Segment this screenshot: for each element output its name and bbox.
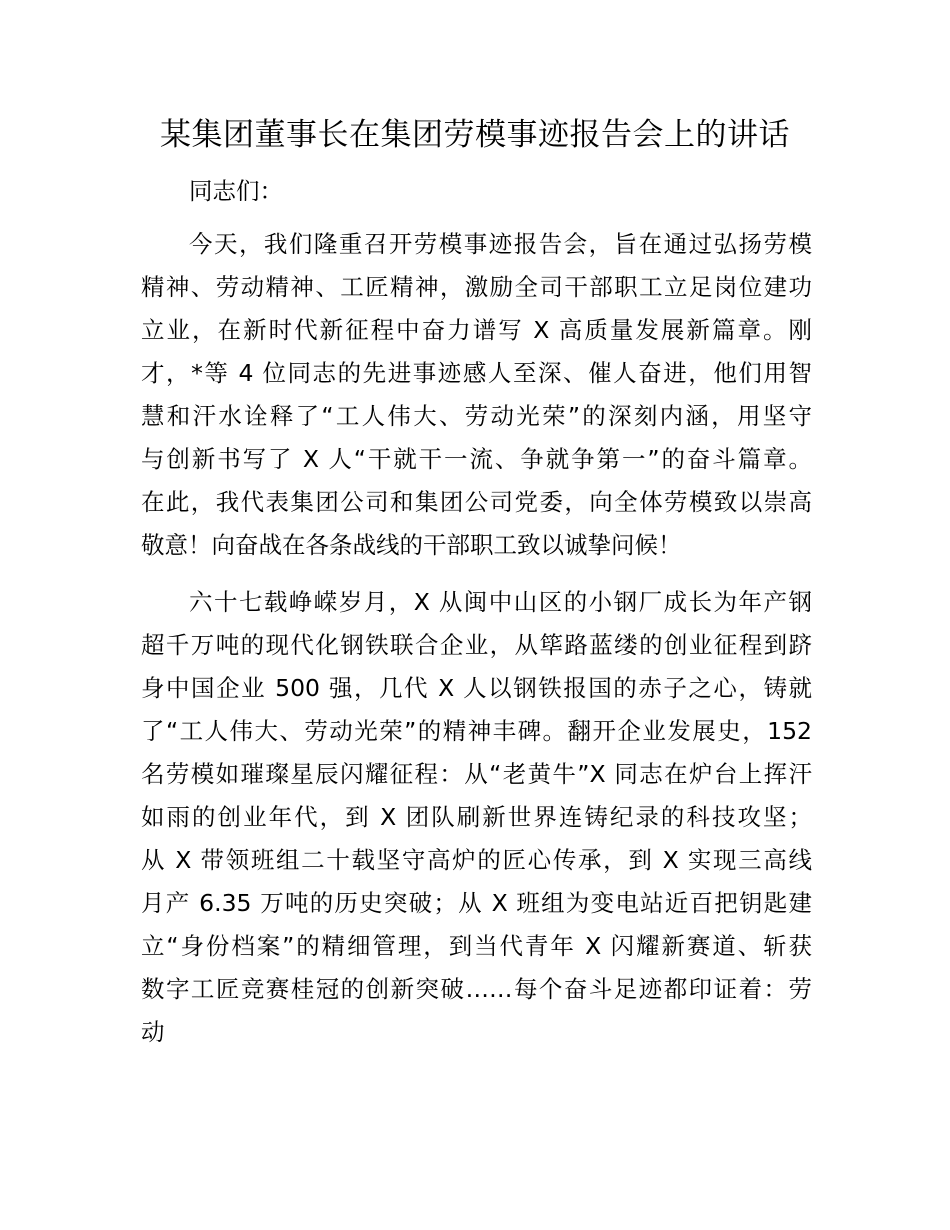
paragraph-line: 超千万吨的现代化钢铁联合企业，从筚路蓝缕的创业征程到跻 <box>141 631 812 659</box>
paragraph-line: 月产 6.35 万吨的历史突破；从 X 班组为变电站近百把钥匙建 <box>141 889 812 917</box>
paragraph-line: 身中国企业 500 强，几代 X 人以钢铁报国的赤子之心，铸就 <box>141 674 812 702</box>
paragraph-line: 与创新书写了 X 人“干就干一流、争就争第一”的奋斗篇章。 <box>141 445 812 473</box>
paragraph-line: 立“身份档案”的精细管理，到当代青年 X 闪耀新赛道、斩获 <box>141 932 812 960</box>
salutation: 同志们： <box>189 177 283 205</box>
paragraph-line: 在此，我代表集团公司和集团公司党委，向全体劳模致以崇高 <box>141 488 812 516</box>
document-title: 某集团董事长在集团劳模事迹报告会上的讲话 <box>160 117 790 153</box>
paragraph-line: 了“工人伟大、劳动光荣”的精神丰碑。翻开企业发展史，152 <box>141 717 812 745</box>
paragraph-line: 精神、劳动精神、工匠精神，激励全司干部职工立足岗位建功 <box>141 273 812 301</box>
paragraph-line: 慧和汗水诠释了“工人伟大、劳动光荣”的深刻内涵，用坚守 <box>141 402 812 430</box>
paragraph-line: 名劳模如璀璨星辰闪耀征程：从“老黄牛”X 同志在炉台上挥汗 <box>141 760 812 788</box>
paragraph-line: 数字工匠竞赛桂冠的创新突破……每个奋斗足迹都印证着：劳 <box>141 975 812 1003</box>
paragraph-line: 敬意！向奋战在各条战线的干部职工致以诚挚问候！ <box>141 531 682 559</box>
paragraph-line: 如雨的创业年代，到 X 团队刷新世界连铸纪录的科技攻坚； <box>141 803 812 831</box>
paragraph-line: 今天，我们隆重召开劳模事迹报告会，旨在通过弘扬劳模 <box>189 230 812 258</box>
paragraph-line: 从 X 带领班组二十载坚守高炉的匠心传承，到 X 实现三高线 <box>141 846 812 874</box>
paragraph-line: 才，*等 4 位同志的先进事迹感人至深、催人奋进，他们用智 <box>141 359 812 387</box>
paragraph-line: 动 <box>141 1018 165 1046</box>
paragraph-line: 六十七载峥嵘岁月，X 从闽中山区的小钢厂成长为年产钢 <box>189 588 812 616</box>
paragraph-line: 立业，在新时代新征程中奋力谱写 X 高质量发展新篇章。刚 <box>141 316 812 344</box>
